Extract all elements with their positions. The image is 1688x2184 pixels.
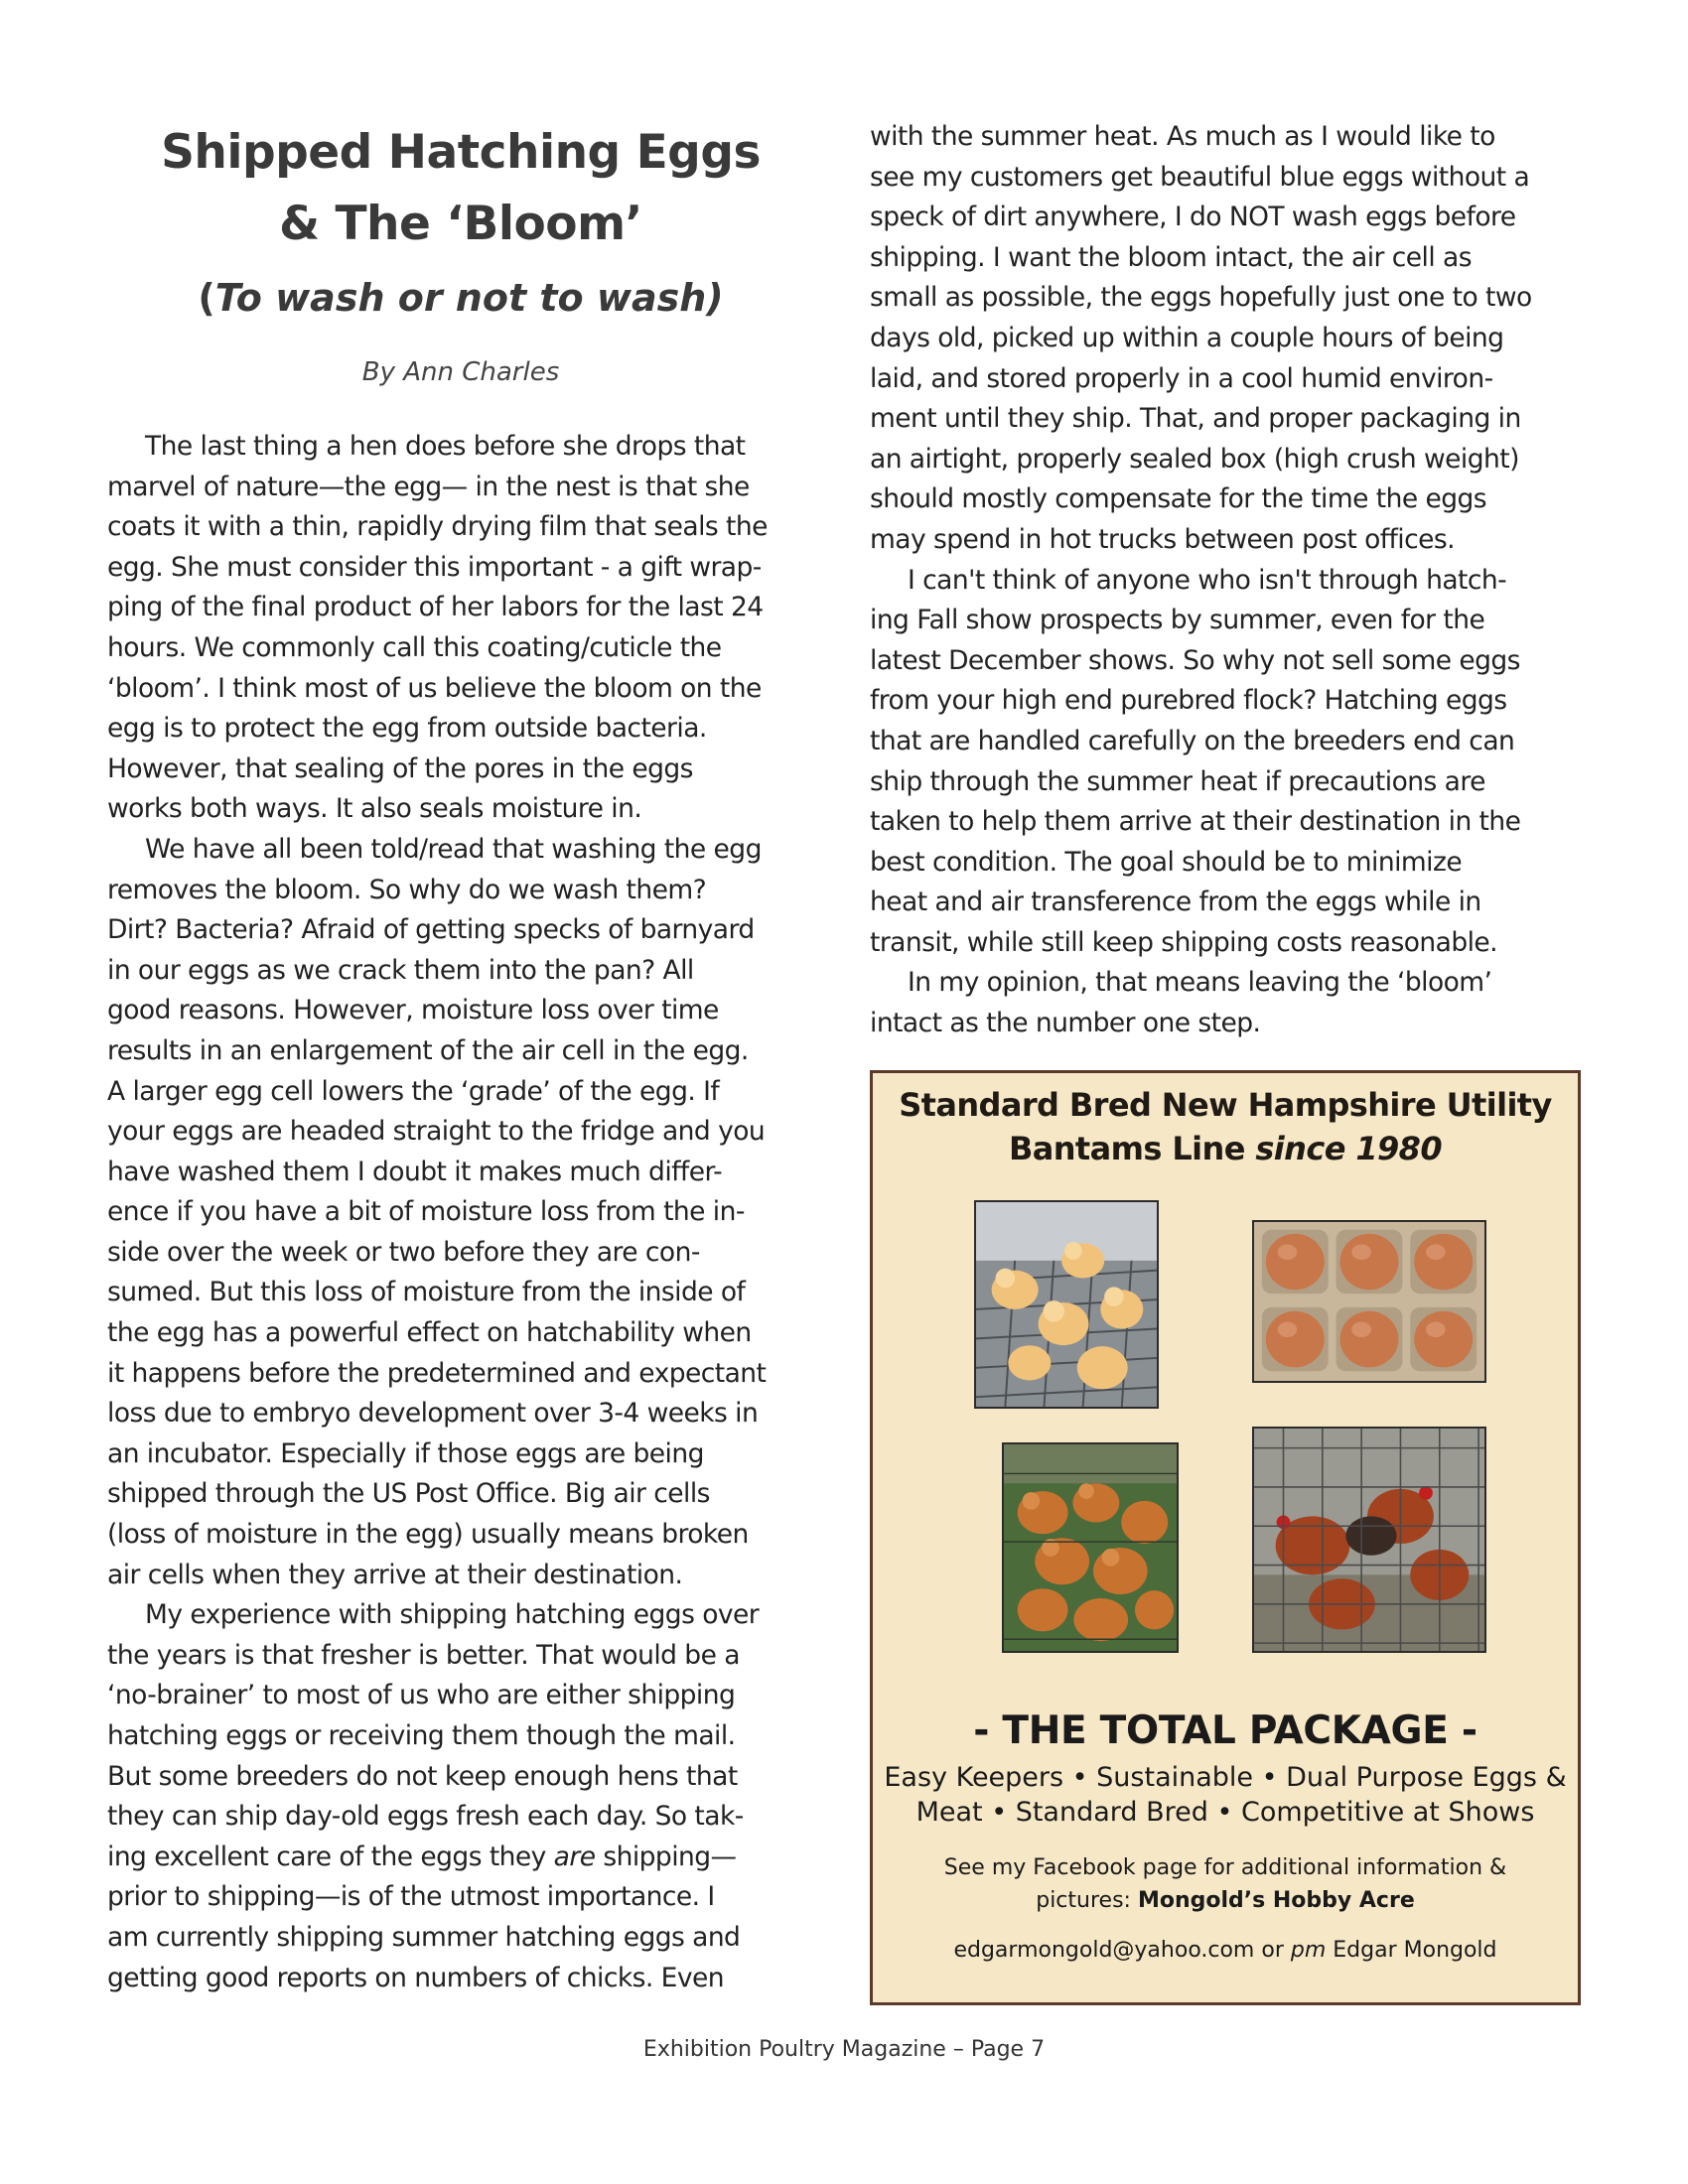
text-line: ‘no-brainer’ to most of us who are either shipping: [107, 1680, 736, 1711]
eggs-carton-photo: [1252, 1220, 1486, 1383]
text-line: coats it with a thin, rapidly drying film that seals the: [107, 511, 768, 543]
text-line: egg. She must consider this important - a gift wrap-: [107, 551, 762, 583]
page-footer: Exhibition Poultry Magazine – Page 7: [642, 2037, 1046, 2062]
facebook-note: [903, 1851, 1548, 1917]
text-line: small as possible, the eggs hopefully just one to two: [870, 282, 1532, 314]
text-line: We have all been told/read that washing the egg: [145, 833, 762, 865]
note-line2-prefix: pictures:: [1036, 1888, 1138, 1913]
ad-title-line2: [873, 1127, 1578, 1170]
right-column: [870, 117, 1583, 1044]
text-line: Dirt? Bacteria? Afraid of getting specks of barnyard: [107, 914, 755, 946]
article-title: [107, 117, 814, 260]
emphasis-word: are: [553, 1841, 596, 1872]
note-line2: [903, 1884, 1548, 1917]
text-line: that are handled carefully on the breeders end can: [870, 725, 1515, 756]
contact-line: [873, 1938, 1578, 1963]
text-line: heat and air transference from the eggs while in: [870, 887, 1481, 918]
text-line: I can't think of anyone who isn't through hatch-: [908, 564, 1507, 596]
text-line: results in an enlargement of the air cell in the egg.: [107, 1034, 749, 1066]
package-title: - THE TOTAL PACKAGE -: [973, 1708, 1477, 1753]
facebook-page-name: Mongold’s Hobby Acre: [1137, 1888, 1415, 1913]
text-line: In my opinion, that means leaving the ‘bloom’: [908, 967, 1492, 999]
text-line: getting good reports on numbers of chicks. Even: [107, 1962, 724, 1993]
text-line: good reasons. However, moisture loss over time: [107, 995, 719, 1026]
text-line: marvel of nature—the egg— in the nest is that she: [107, 471, 750, 502]
text-line: My experience with shipping hatching eggs over: [145, 1599, 760, 1631]
advertisement-box: [870, 1070, 1581, 2005]
subtitle-text: To wash or not to wash): [214, 276, 724, 320]
contact-pm: pm: [1290, 1938, 1327, 1963]
hens-in-pen-photo: [1252, 1427, 1486, 1653]
text-line: hours. We commonly call this coating/cuticle the: [107, 631, 722, 663]
article-subtitle: [107, 272, 814, 324]
paragraph-4: [870, 117, 1583, 561]
paragraph-3: [107, 1595, 814, 1998]
left-column: [107, 117, 814, 1998]
ad-title: [873, 1083, 1578, 1170]
text-line: loss due to embryo development over 3-4 weeks in: [107, 1398, 759, 1430]
paragraph-2: [107, 830, 814, 1595]
text-line: the years is that fresher is better. That would be a: [107, 1639, 740, 1671]
text-line: removes the bloom. So why do we wash them?: [107, 874, 707, 905]
text-line: laid, and stored properly in a cool humid environ-: [870, 362, 1493, 394]
text-line: [107, 1838, 814, 1878]
text-line: an incubator. Especially if those eggs are being: [107, 1437, 704, 1469]
text-line: (loss of moisture in the egg) usually means broken: [107, 1519, 749, 1551]
paragraph-1: [107, 427, 814, 830]
text-line: transit, while still keep shipping costs reasonable.: [870, 926, 1498, 958]
young-birds-photo: [1002, 1442, 1179, 1653]
text-line: shipped through the US Post Office. Big air cells: [107, 1478, 710, 1510]
text-line: intact as the number one step.: [870, 1008, 1261, 1039]
text-line: ship through the summer heat if precautions are: [870, 765, 1485, 797]
text-line: an airtight, properly sealed box (high crush weight): [870, 443, 1519, 475]
text-line: egg is to protect the egg from outside bacteria.: [107, 713, 707, 745]
text-line: from your high end purebred flock? Hatching eggs: [870, 685, 1507, 717]
text-line: have washed them I doubt it makes much differ-: [107, 1156, 723, 1187]
text-line: ing Fall show prospects by summer, even for the: [870, 605, 1485, 636]
paragraph-5: [870, 561, 1583, 964]
text-line: ment until they ship. That, and proper packaging in: [870, 403, 1521, 435]
contact-or: or: [1254, 1938, 1291, 1963]
subtitle-open-paren: (: [198, 276, 215, 320]
text-line: they can ship day-old eggs fresh each day. So tak-: [107, 1801, 744, 1833]
text-line: The last thing a hen does before she drops that: [145, 431, 746, 462]
text-line: it happens before the predetermined and expectant: [107, 1357, 767, 1389]
text-line: should mostly compensate for the time the eggs: [870, 483, 1487, 515]
text-line: may spend in hot trucks between post offices.: [870, 523, 1456, 555]
text-line: taken to help them arrive at their destination in the: [870, 806, 1521, 838]
package-features: [873, 1760, 1578, 1830]
left-body: [107, 427, 814, 1998]
text-line: your eggs are headed straight to the fridge and you: [107, 1116, 766, 1148]
article-byline: By Ann Charles: [361, 357, 560, 387]
text-line: sumed. But this loss of moisture from the inside of: [107, 1277, 746, 1308]
text-line: days old, picked up within a couple hours of being: [870, 322, 1504, 353]
note-line1: See my Facebook page for additional information &: [943, 1855, 1507, 1880]
text-line: But some breeders do not keep enough hens that: [107, 1760, 738, 1792]
features-line2: Meat • Standard Bred • Competitive at Shows: [915, 1797, 1535, 1828]
text-line: A larger egg cell lowers the ‘grade’ of the egg. If: [107, 1075, 720, 1107]
article-title-line1: Shipped Hatching Eggs: [161, 125, 761, 180]
contact-name: Edgar Mongold: [1326, 1938, 1497, 1963]
text-line: hatching eggs or receiving them though the mail.: [107, 1720, 736, 1751]
text-line: air cells when they arrive at their destination.: [107, 1559, 683, 1590]
text-segment: shipping—: [595, 1841, 737, 1872]
text-line: am currently shipping summer hatching eggs and: [107, 1921, 741, 1953]
ad-title-since: since 1980: [1255, 1130, 1443, 1167]
text-line: speck of dirt anywhere, I do NOT wash eggs before: [870, 202, 1516, 233]
text-line: prior to shipping—is of the utmost importance. I: [107, 1881, 715, 1913]
features-line1: Easy Keepers • Sustainable • Dual Purpose Eggs &: [884, 1762, 1567, 1793]
text-line: with the summer heat. As much as I would like to: [870, 121, 1495, 152]
text-line: in our eggs as we crack them into the pan? All: [107, 954, 694, 986]
ad-title-line1: Standard Bred New Hampshire Utility: [899, 1086, 1552, 1124]
text-line: the egg has a powerful effect on hatchability when: [107, 1317, 752, 1349]
text-line: ence if you have a bit of moisture loss from the in-: [107, 1196, 745, 1228]
text-line: see my customers get beautiful blue eggs without a: [870, 161, 1530, 193]
text-line: works both ways. It also seals moisture in.: [107, 793, 642, 825]
text-line: However, that sealing of the pores in the eggs: [107, 752, 693, 784]
article-title-line2: & The ‘Bloom’: [279, 197, 642, 251]
text-line: side over the week or two before they are con-: [107, 1236, 700, 1268]
paragraph-6: [870, 963, 1583, 1043]
text-line: ‘bloom’. I think most of us believe the bloom on the: [107, 672, 762, 704]
contact-email: edgarmongold@yahoo.com: [953, 1938, 1255, 1963]
chicks-photo: [974, 1200, 1159, 1409]
text-line: ping of the final product of her labors for the last 24: [107, 592, 764, 623]
ad-title-line2-text: Bantams Line: [1008, 1130, 1256, 1167]
text-line: latest December shows. So why not sell some eggs: [870, 644, 1520, 676]
text-line: shipping. I want the bloom intact, the air cell as: [870, 241, 1472, 273]
text-line: best condition. The goal should be to minimize: [870, 846, 1463, 878]
text-segment: ing excellent care of the eggs they: [107, 1841, 554, 1872]
